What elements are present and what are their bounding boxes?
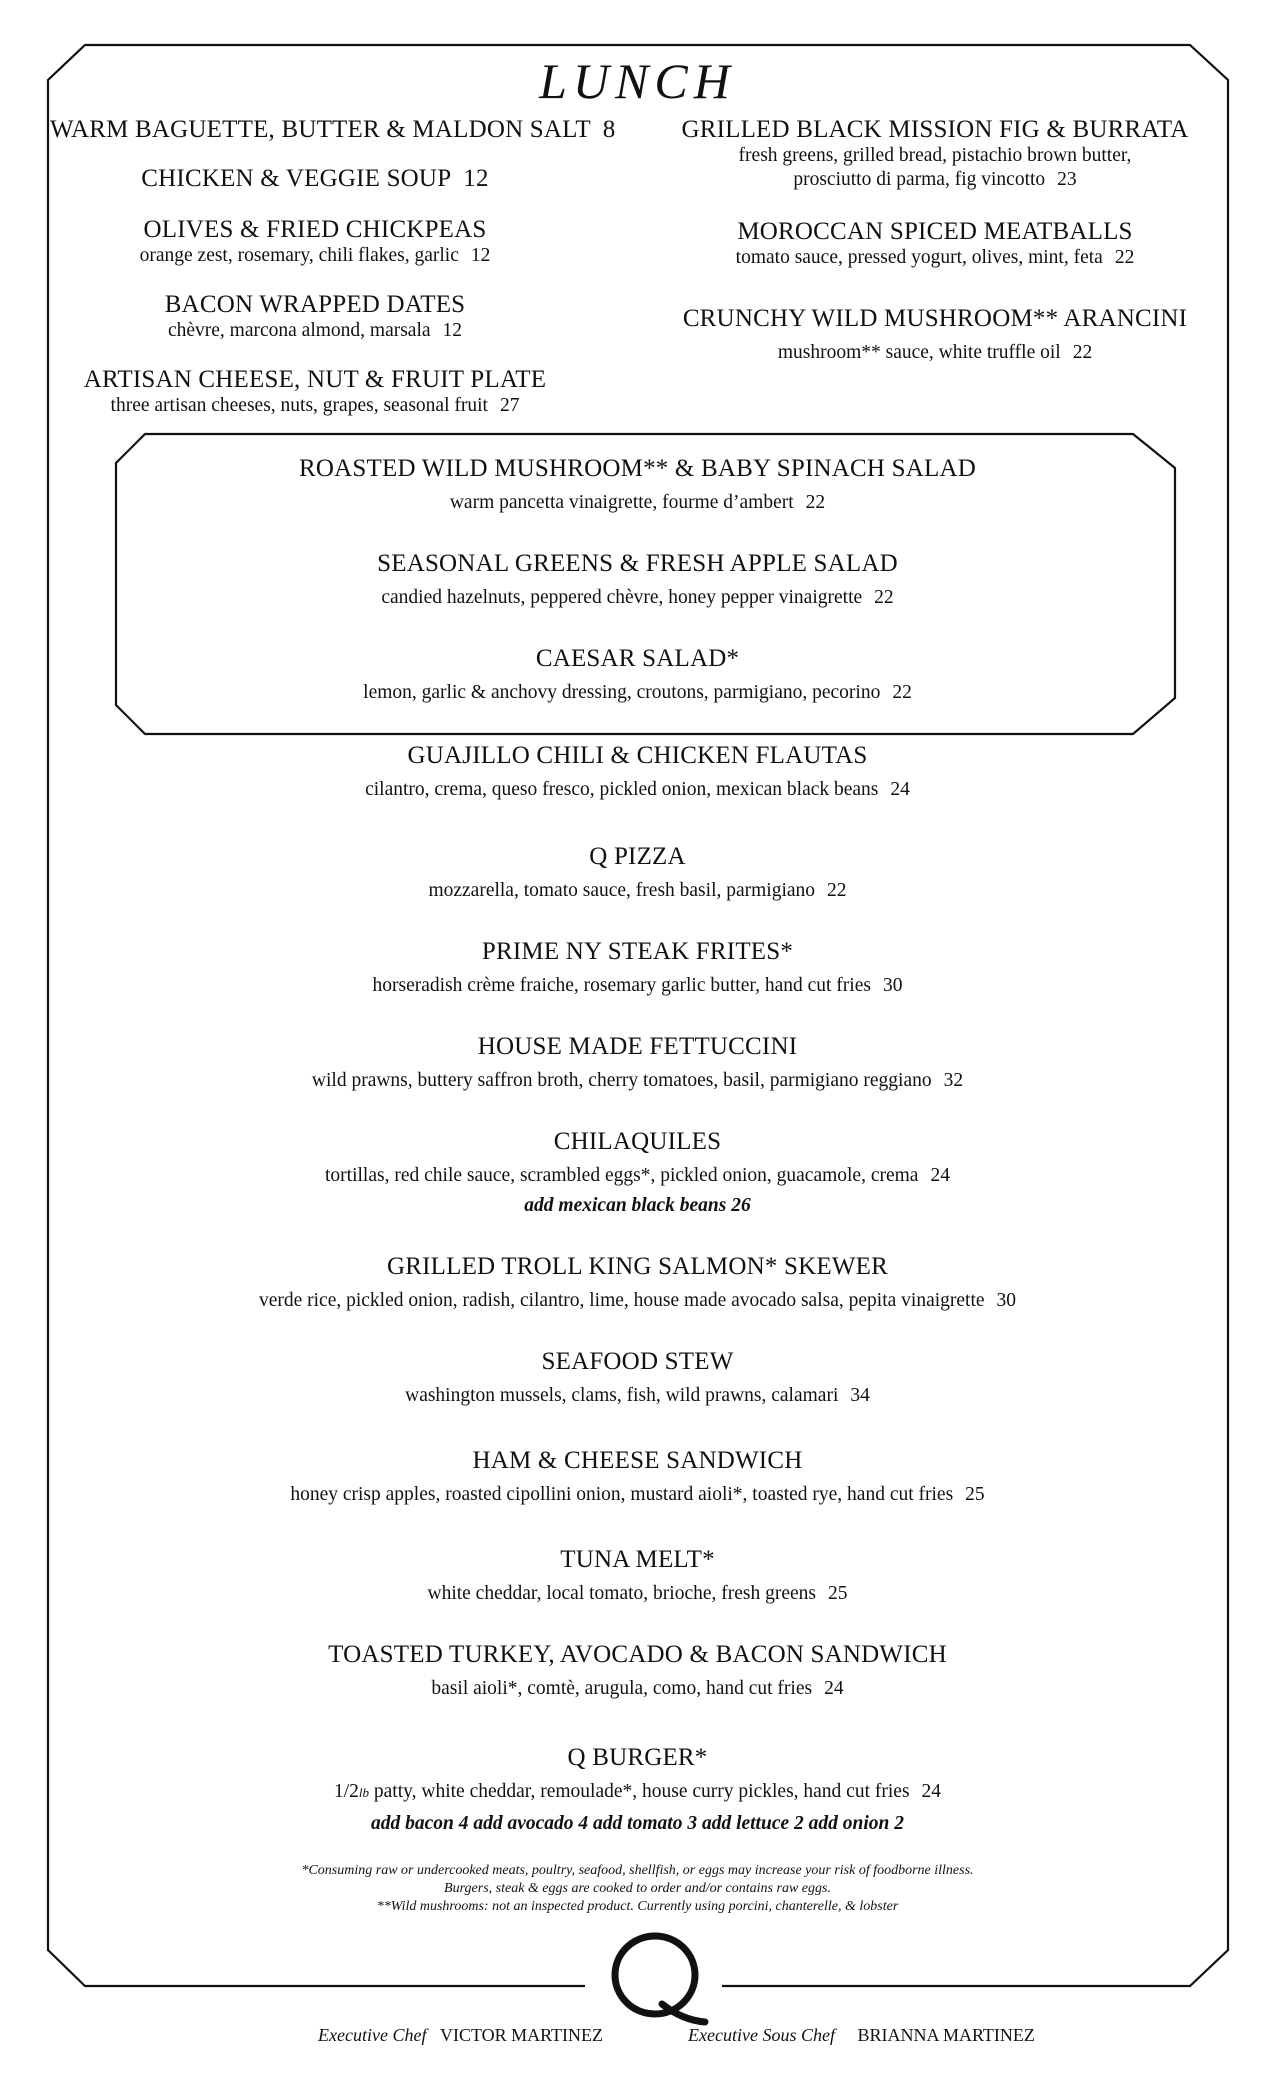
menu-item-desc: mozzarella, tomato sauce, fresh basil, parmigiano 22 (428, 880, 847, 901)
salad-desc: candied hazelnuts, peppered chèvre, honey pepper vinaigrette 22 (381, 587, 894, 608)
menu-item-desc: chèvre, marcona almond, marsala 12 (167, 320, 463, 341)
menu-item-desc: cilantro, crema, queso fresco, pickled onion, mexican black beans 24 (365, 779, 910, 800)
salad-name: ROASTED WILD MUSHROOM** & BABY SPINACH SALAD (299, 455, 976, 482)
menu-item-name: HAM & CHEESE SANDWICH (472, 1447, 803, 1474)
menu-item-desc: tomato sauce, pressed yogurt, olives, mint, feta 22 (735, 247, 1135, 268)
salad-name: CAESAR SALAD* (535, 645, 740, 672)
menu-item-desc: mushroom** sauce, white truffle oil 22 (777, 342, 1093, 363)
menu-item-desc: prosciutto di parma, fig vincotto 23 (793, 169, 1077, 190)
footnote: Burgers, steak & eggs are cooked to order and/or contains raw eggs. (444, 1881, 831, 1896)
menu-item-desc: 1/2lb patty, white cheddar, remoulade*, house curry pickles, hand cut fries 24 (333, 1781, 942, 1802)
menu-item-name: PRIME NY STEAK FRITES* (481, 938, 794, 965)
q-logo (615, 1936, 705, 2022)
menu-item-name: CRUNCHY WILD MUSHROOM** ARANCINI (682, 305, 1188, 332)
menu-item-name: CHICKEN & VEGGIE SOUP 12 (141, 165, 489, 192)
salad-desc: warm pancetta vinaigrette, fourme d’ambert 22 (449, 492, 826, 513)
executive-sous-chef: Executive Sous Chef BRIANNA MARTINEZ (688, 2025, 1035, 2045)
page-title: LUNCH (539, 53, 736, 109)
menu-item-desc: wild prawns, buttery saffron broth, cherry tomatoes, basil, parmigiano reggiano 32 (311, 1070, 964, 1091)
menu-item-name: GRILLED BLACK MISSION FIG & BURRATA (681, 116, 1189, 143)
menu-item-desc: honey crisp apples, roasted cipollini onion, mustard aioli*, toasted rye, hand cut fries 25 (290, 1484, 985, 1505)
menu-item-desc: orange zest, rosemary, chili flakes, garlic 12 (139, 245, 491, 266)
menu-item-name: Q BURGER* (567, 1744, 708, 1771)
menu-item-desc: horseradish crème fraiche, rosemary garlic butter, hand cut fries 30 (372, 975, 903, 996)
menu-item-addon: add bacon 4 add avocado 4 add tomato 3 add lettuce 2 add onion 2 (371, 1813, 904, 1834)
menu-item-name: CHILAQUILES (553, 1128, 722, 1155)
menu-item-desc: three artisan cheeses, nuts, grapes, seasonal fruit 27 (110, 395, 520, 416)
menu-item-desc: verde rice, pickled onion, radish, cilantro, lime, house made avocado salsa, pepita vinaigrette 30 (258, 1290, 1017, 1311)
menu-item-addon: add mexican black beans 26 (524, 1195, 751, 1216)
menu-item-name: GUAJILLO CHILI & CHICKEN FLAUTAS (407, 742, 868, 769)
executive-chef: Executive Chef VICTOR MARTINEZ (318, 2025, 604, 2045)
menu-item-name: ARTISAN CHEESE, NUT & FRUIT PLATE (83, 366, 547, 393)
menu-item-name: OLIVES & FRIED CHICKPEAS (143, 216, 487, 243)
menu-item-name: BACON WRAPPED DATES (164, 291, 466, 318)
menu-item-name: Q PIZZA (589, 843, 686, 870)
footnote: *Consuming raw or undercooked meats, poultry, seafood, shellfish, or eggs may increase your risk of foodborne illness. (301, 1863, 974, 1878)
menu-item-desc: basil aioli*, comtè, arugula, como, hand cut fries 24 (431, 1678, 844, 1699)
menu-item-name: HOUSE MADE FETTUCCINI (477, 1033, 798, 1060)
menu-item-desc: tortillas, red chile sauce, scrambled eggs*, pickled onion, guacamole, crema 24 (325, 1165, 950, 1186)
salad-desc: lemon, garlic & anchovy dressing, croutons, parmigiano, pecorino 22 (363, 682, 912, 703)
footnote: **Wild mushrooms: not an inspected product. Currently using porcini, chanterelle, & lobster (376, 1899, 899, 1914)
menu-item-name: SEAFOOD STEW (541, 1348, 734, 1375)
menu-item-desc: washington mussels, clams, fish, wild prawns, calamari 34 (405, 1385, 870, 1406)
menu-item-name: WARM BAGUETTE, BUTTER & MALDON SALT 8 (50, 116, 616, 143)
menu-item-name: MOROCCAN SPICED MEATBALLS (737, 218, 1133, 245)
menu-item-desc: white cheddar, local tomato, brioche, fresh greens 25 (427, 1583, 848, 1604)
menu-item-name: TOASTED TURKEY, AVOCADO & BACON SANDWICH (328, 1641, 947, 1668)
menu-item-name: TUNA MELT* (560, 1546, 715, 1573)
salad-name: SEASONAL GREENS & FRESH APPLE SALAD (377, 550, 898, 577)
menu-item-name: GRILLED TROLL KING SALMON* SKEWER (386, 1253, 888, 1280)
menu-item-desc: fresh greens, grilled bread, pistachio brown butter, (738, 145, 1132, 166)
